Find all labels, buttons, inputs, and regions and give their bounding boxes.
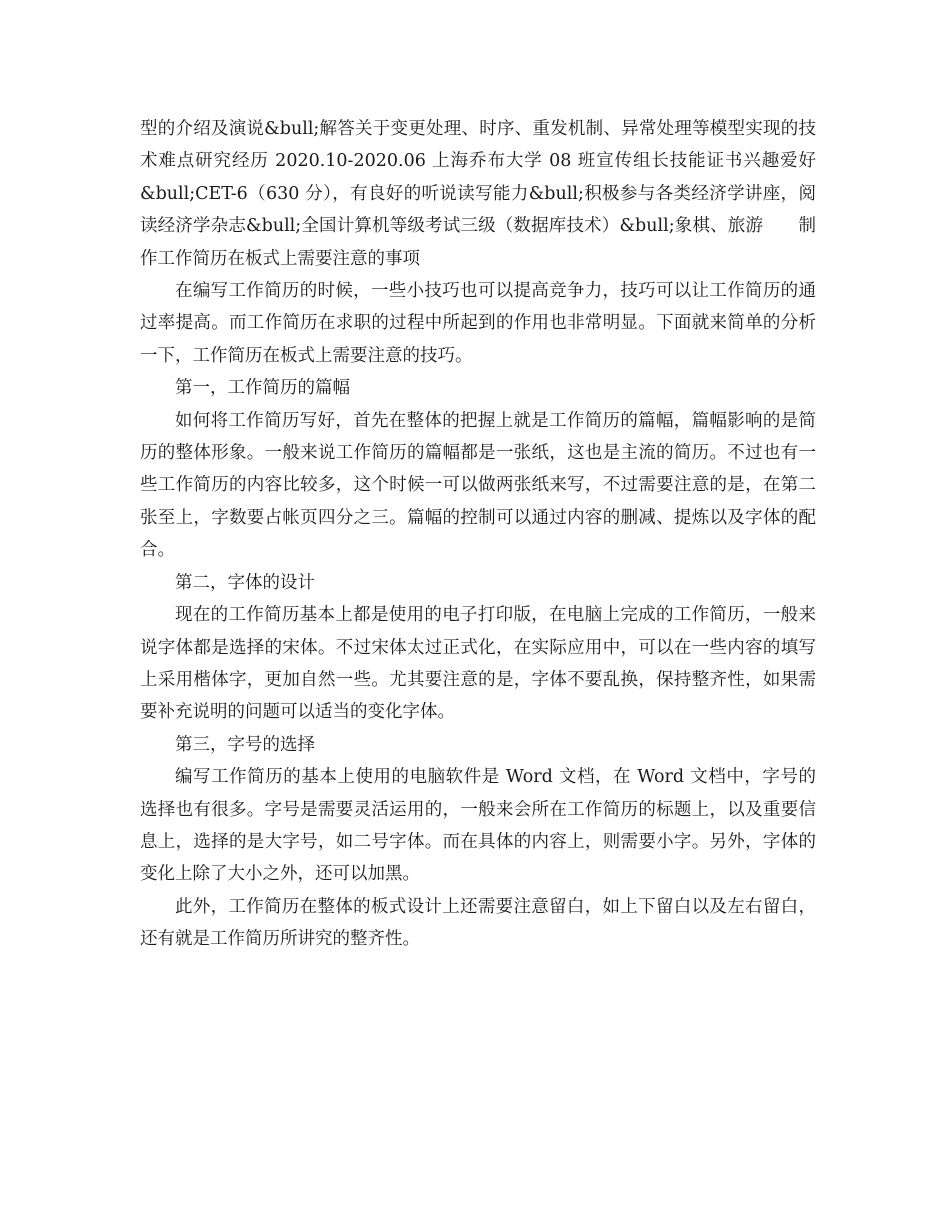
document-body [140,113,816,956]
section-heading-font: 第二，字体的设计 [175,572,315,593]
section-body-length: 如何将工作简历写好，首先在整体的把握上就是工作简历的篇幅，篇幅影响的是简历的整体形象。一般来说工作简历的篇幅都是一张纸，这也是主流的简历。不过也有一些工作简历的内容比较多，这个时候一可以做两张纸来写，不过需要注意的是，在第二张至上，字数要占帐页四分之三。篇幅的控制可以通过内容的删减、提炼以及字体的配合。 [140,410,816,561]
intro-paragraph: 在编写工作简历的时候，一些小技巧也可以提高竞争力，技巧可以让工作简历的通过率提高。而工作简历在求职的过程中所起到的作用也非常明显。下面就来简单的分析一下，工作简历在板式上需要注意的技巧。 [140,281,816,366]
section-heading-font-size: 第三，字号的选择 [175,734,315,755]
section-body-font-size: 编写工作简历的基本上使用的电脑软件是 Word 文档，在 Word 文档中，字号的选择也有很多。字号是需要灵活运用的，一般来会所在工作简历的标题上，以及重要信息上，选择的是大字号，如二号字体。而在具体的内容上，则需要小字。另外，字体的变化上除了大小之外，还可以加黑。 [140,767,816,885]
closing-paragraph: 此外，工作简历在整体的板式设计上还需要注意留白，如上下留白以及左右留白，还有就是工作简历所讲究的整齐性。 [140,896,816,950]
section-heading-length: 第一，工作简历的篇幅 [175,378,350,399]
section-body-font: 现在的工作简历基本上都是使用的电子打印版，在电脑上完成的工作简历，一般来说字体都是选择的宋体。不过宋体太过正式化，在实际应用中，可以在一些内容的填写上采用楷体字，更加自然一些。尤其要注意的是，字体不要乱换，保持整齐性，如果需要补充说明的问题可以适当的变化字体。 [140,605,816,723]
resume-continuation-paragraph: 型的介绍及演说&bull;解答关于变更处理、时序、重发机制、异常处理等模型实现的技术难点研究经历 2020.10-2020.06 上海乔布大学 08 班宣传组长技能证书兴趣爱好&bull;CET-6（630 分），有良好的听说读写能力&bull;积极参与各类经济学讲座，阅读经济学杂志&bull;全国计算机等级考试三级（数据库技术）&bull;象棋、旅游 制作工作简历在板式上需要注意的事项 [140,119,816,269]
